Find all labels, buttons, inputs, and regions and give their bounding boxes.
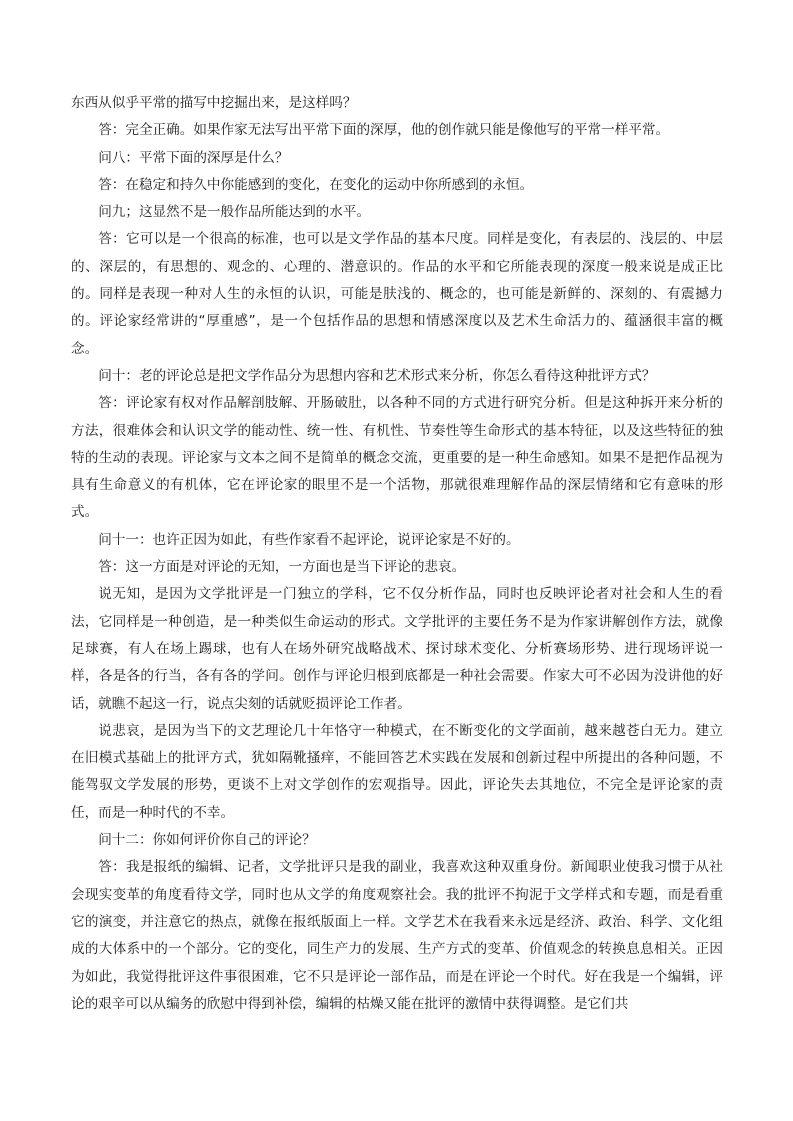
body-paragraph: 说悲哀，是因为当下的文艺理论几十年恪守一种模式，在不断变化的文学面前，越来越苍白无力。建立在旧模式基础上的批评方式，犹如隔靴搔痒，不能回答艺术实践在发展和创新过程中所提出的各种问题，不能驾驭文学发展的形势，更谈不上对文学创作的宏观指导。因此，评论失去其地位，不完全是评论家的责任，而是一种时代的不幸。: [71, 722, 723, 821]
answer-paragraph: 答：在稳定和持久中你能感到的变化，在变化的运动中你所感到的永恒。: [98, 176, 534, 193]
question-paragraph: 问十一：也许正因为如此，有些作家看不起评论，说评论家是不好的。: [98, 531, 520, 548]
question-paragraph: 问九；这显然不是一般作品所能达到的水平。: [98, 204, 371, 221]
answer-paragraph: 答：我是报纸的编辑、记者，文学批评只是我的副业，我喜欢这种双重身份。新闻职业使我习惯于从社会现实变革的角度看待文学，同时也从文学的角度观察社会。我的批评不拘泥于文学样式和专题，而是看重它的演变，并注意它的热点，就像在报纸版面上一样。文学艺术在我看来永远是经济、政治、科学、文化组成的大体系中的一个部分。它的变化，同生产力的发展、生产方式的变革、价值观念的转换息息相关。正因为如此，我觉得批评这件事很困难，它不只是评论一部作品，而是在评论一个时代。好在我是一个编辑，评论的艰辛可以从编务的欣慰中得到补偿，编辑的枯燥又能在批评的激情中获得调整。是它们共: [71, 859, 723, 1012]
document-body: [71, 90, 723, 1018]
answer-paragraph: 答：这一方面是对评论的无知，一方面也是当下评论的悲哀。: [98, 559, 466, 576]
answer-paragraph: 答：它可以是一个很高的标准，也可以是文学作品的基本尺度。同样是变化，有表层的、浅层的、中层的、深层的，有思想的、观念的、心理的、潜意识的。作品的水平和它所能表现的深度一般来说是成正比的。同样是表现一种对人生的永恒的认识，可能是肤浅的、概念的，也可能是新鲜的、深刻的、有震撼力的。评论家经常讲的“厚重感”，是一个包括作品的思想和情感深度以及艺术生命活力的、蕴涵很丰富的概念。: [71, 231, 723, 357]
paragraph-continuation: 东西从似乎平常的描写中挖掘出来，是这样吗？: [71, 95, 357, 111]
body-paragraph: 说无知，是因为文学批评是一门独立的学科，它不仅分析作品，同时也反映评论者对社会和人生的看法，它同样是一种创造，是一种类似生命运动的形式。文学批评的主要任务不是为作家讲解创作方法，就像足球赛，有人在场上踢球，也有人在场外研究战略战术、探讨球术变化、分析赛场形势、进行现场评说一样，各是各的行当，各有各的学问。创作与评论归根到底都是一种社会需要。作家大可不必因为没讲他的好话，就瞧不起这一行，说点尖刻的话就贬损评论工作者。: [71, 586, 723, 712]
answer-paragraph: 答：评论家有权对作品解剖肢解、开肠破肚，以各种不同的方式进行研究分析。但是这种拆开来分析的方法，很难体会和认识文学的能动性、统一性、有机性、节奏性等生命形式的基本特征，以及这些特征的独特的生动的表现。评论家与文本之间不是简单的概念交流，更重要的是一种生命感知。如果不是把作品视为具有生命意义的有机体，它在评论家的眼里不是一个活物，那就很难理解作品的深层情绪和它有意味的形式。: [71, 395, 723, 521]
question-paragraph: 问十二：你如何评价你自己的评论？: [98, 832, 316, 849]
question-paragraph: 问十：老的评论总是把文学作品分为思想内容和艺术形式来分析，你怎么看待这种批评方式？: [98, 367, 656, 384]
answer-paragraph: 答：完全正确。如果作家无法写出平常下面的深厚，他的创作就只能是像他写的平常一样平常。: [98, 122, 670, 139]
question-paragraph: 问八：平常下面的深厚是什么？: [98, 149, 289, 166]
